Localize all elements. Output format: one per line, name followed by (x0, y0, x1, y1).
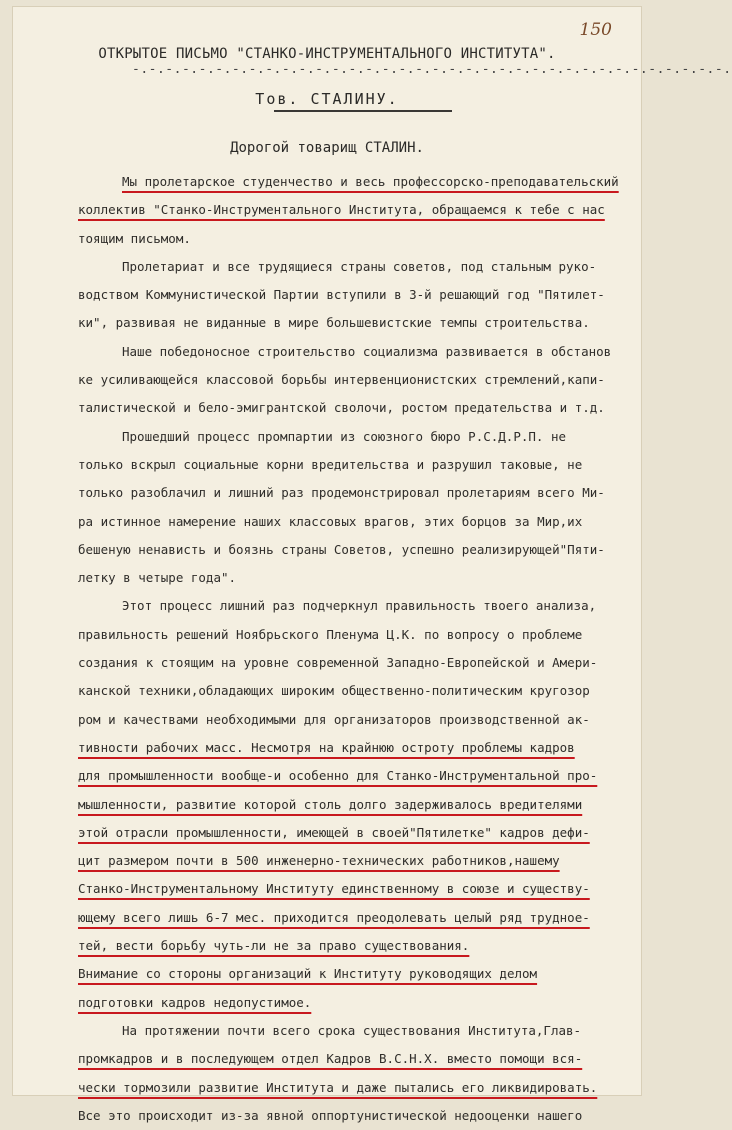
body-line: бешеную ненависть и боязнь страны Советов, успешно реализирующей"Пяти- (78, 541, 605, 557)
body-line: чески тормозили развитие Института и даже пытались его ликвидировать. (78, 1079, 598, 1095)
body-line: тоящим письмом. (78, 230, 191, 246)
body-line: подготовки кадров недопустимое. (78, 994, 312, 1010)
body-line: талистической и бело-эмигрантской сволочи, ростом предательства и т.д. (78, 400, 605, 416)
letter-title: ОТКРЫТОЕ ПИСЬМО "СТАНКО-ИНСТРУМЕНТАЛЬНОГО ИНСТИТУТА". (98, 46, 556, 62)
body-line: Наше победоносное строительство социализма развивается в обстанов (122, 343, 612, 359)
body-line: Прошедший процесс промпартии из союзного бюро Р.С.Д.Р.П. не (122, 428, 567, 444)
body-line: тивности рабочих масс. Несмотря на крайнюю остроту проблемы кадров (78, 739, 575, 755)
body-line: Все это происходит из-за явной оппортунистической недооценки нашего (78, 1107, 583, 1123)
body-line: создания к стоящим на уровне современной Западно-Европейской и Амери- (78, 655, 598, 671)
letter-page (12, 6, 732, 1123)
body-line: Мы пролетарское студенчество и весь профессорско-преподавательский (122, 174, 619, 189)
body-line: тей, вести борьбу чуть-ли не за право существования. (78, 938, 470, 954)
body-line: На протяжении почти всего срока существования Института,Глав- (122, 1022, 582, 1038)
body-line: Внимание со стороны организаций к Институту руководящих делом (78, 966, 538, 982)
body-line: летку в четыре года". (78, 570, 237, 586)
body-line: водством Коммунистической Партии вступили в 3-й решающий год "Пятилет- (78, 287, 605, 303)
body-line: только разоблачил и лишний раз продемонстрировал пролетариям всего Ми- (78, 485, 605, 501)
body-line: этой отрасли промышленности, имеющей в своей"Пятилетке" кадров дефи- (78, 824, 590, 840)
letter-body (78, 168, 638, 1130)
body-line: цит размером почти в 500 инженерно-технических работников,нашему (78, 853, 560, 869)
body-line: мышленности, развитие которой столь долго задерживалось вредителями (78, 796, 583, 812)
body-line: для промышленности вообще-и особенно для Станко-Инструментальной про- (78, 768, 598, 784)
addressee: Тов. СТАЛИНУ. (255, 90, 399, 108)
dotted-rule: -.-.-.-.-.-.-.-.-.-.-.-.-.-.-.-.-.-.-.-.-.-.-.-.-.-.-.-.-.-.-.-.-.-.-.-. (132, 62, 732, 77)
addressee-underline (274, 110, 452, 112)
body-line: правильность решений Ноябрьского Пленума Ц.К. по вопросу о проблеме (78, 626, 583, 642)
body-line: ки", развивая не виданные в мире большевистские темпы строительства. (78, 315, 590, 331)
salutation: Дорогой товарищ СТАЛИН. (230, 140, 424, 156)
body-line: канской техники,обладающих широким общественно-политическим кругозор (78, 683, 590, 699)
body-line: Станко-Инструментальному Институту единственному в союзе и существу- (78, 881, 590, 897)
body-line: ра истинное намерение наших классовых врагов, этих борцов за Мир,их (78, 513, 583, 529)
body-line: ющему всего лишь 6-7 мес. приходится преодолевать целый ряд трудное- (78, 909, 590, 925)
body-line: промкадров и в последующем отдел Кадров В.С.Н.Х. вместо помощи вся- (78, 1051, 583, 1067)
folio-number: 150 (579, 20, 612, 40)
body-line: ке усиливающейся классовой борьбы интервенционистских стремлений,капи- (78, 372, 605, 388)
body-line: Пролетариат и все трудящиеся страны советов, под стальным руко- (122, 258, 597, 274)
body-line: Этот процесс лишний раз подчеркнул правильность твоего анализа, (122, 598, 597, 614)
body-line: только вскрыл социальные корни вредительства и разрушил таковые, не (78, 456, 583, 472)
body-line: коллектив "Станко-Инструментального Института, обращаемся к тебе с нас (78, 202, 605, 218)
body-line: ром и качествами необходимыми для организаторов производственной ак- (78, 711, 590, 727)
